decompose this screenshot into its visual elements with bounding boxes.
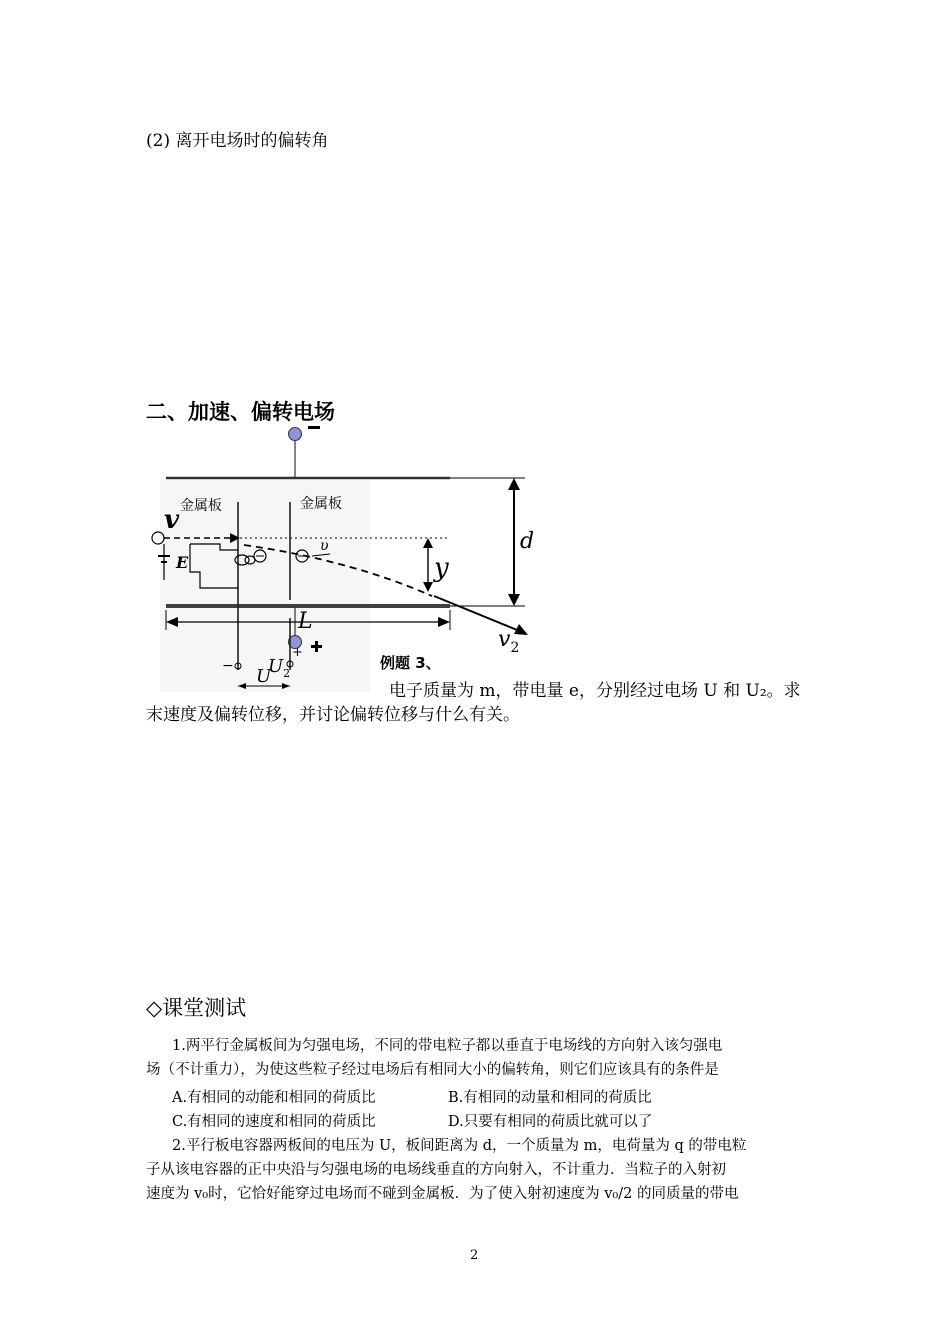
l-label: L	[298, 609, 313, 634]
example-text-line1: 电子质量为 m，带电量 e，分别经过电场 U 和 U₂。求	[389, 681, 801, 701]
example-text-line2: 末速度及偏转位移，并讨论偏转位移与什么有关。	[146, 705, 520, 725]
example-label: 例题 3、	[380, 654, 441, 672]
top-terminal	[289, 428, 302, 441]
question-1	[146, 1034, 810, 1082]
test-title-text: 课堂测试	[162, 996, 247, 1020]
q1-option-d: D.只要有相同的荷质比就可以了	[448, 1114, 653, 1130]
minus-terminal: −	[222, 658, 234, 674]
minus-sign	[308, 426, 320, 429]
q1-option-b: B.有相同的动量和相同的荷质比	[448, 1090, 652, 1106]
v-label: v	[164, 505, 180, 535]
q1-option-c: C.有相同的速度和相同的荷质比	[172, 1114, 376, 1130]
left-plate-label: 金属板	[180, 498, 222, 514]
y-label: y	[434, 553, 449, 583]
e-label: E	[176, 553, 189, 572]
q2-line3: 速度为 v₀时，它恰好能穿过电场而不碰到金属板．为了使入射初速度为 v₀/2 的同质量的带电	[146, 1186, 739, 1202]
right-plate-label: 金属板	[300, 496, 342, 512]
q2-line2: 子从该电容器的正中央沿与匀强电场的电场线垂直的方向射入，不计重力．当粒子的入射初	[146, 1162, 726, 1178]
test-title	[146, 992, 246, 1022]
diamond-icon: ◇	[146, 996, 163, 1020]
small-v-label: υ	[320, 538, 329, 554]
v2-label: $v_2$	[498, 627, 520, 656]
q1-options-row1	[172, 1086, 652, 1107]
u2-label: $U_2$	[268, 656, 291, 680]
d-label: d	[520, 529, 535, 554]
q1-line1: 1.两平行金属板间为匀强电场，不同的带电粒子都以垂直于电场线的方向射入该匀强电	[172, 1038, 723, 1054]
q1-option-a: A.有相同的动能和相同的荷质比	[172, 1090, 376, 1106]
acceleration-deflection-diagram	[150, 420, 550, 692]
question-2-part: (2) 离开电场时的偏转角	[146, 131, 329, 151]
q2-line1: 2.平行板电容器两板间的电压为 U，板间距离为 d，一个质量为 m，电荷量为 q 的带电粒	[172, 1138, 747, 1154]
plus-sign-v	[315, 641, 318, 652]
section-title: 二、加速、偏转电场	[146, 400, 335, 424]
question-2	[146, 1134, 810, 1206]
u-label: U	[256, 666, 272, 687]
q1-line2: 场（不计重力），为使这些粒子经过电场后有相同大小的偏转角，则它们应该具有的条件是	[146, 1062, 719, 1078]
q1-options-row2	[172, 1110, 652, 1131]
page-number: 2	[470, 1248, 479, 1263]
plus-terminal: +	[292, 645, 303, 660]
